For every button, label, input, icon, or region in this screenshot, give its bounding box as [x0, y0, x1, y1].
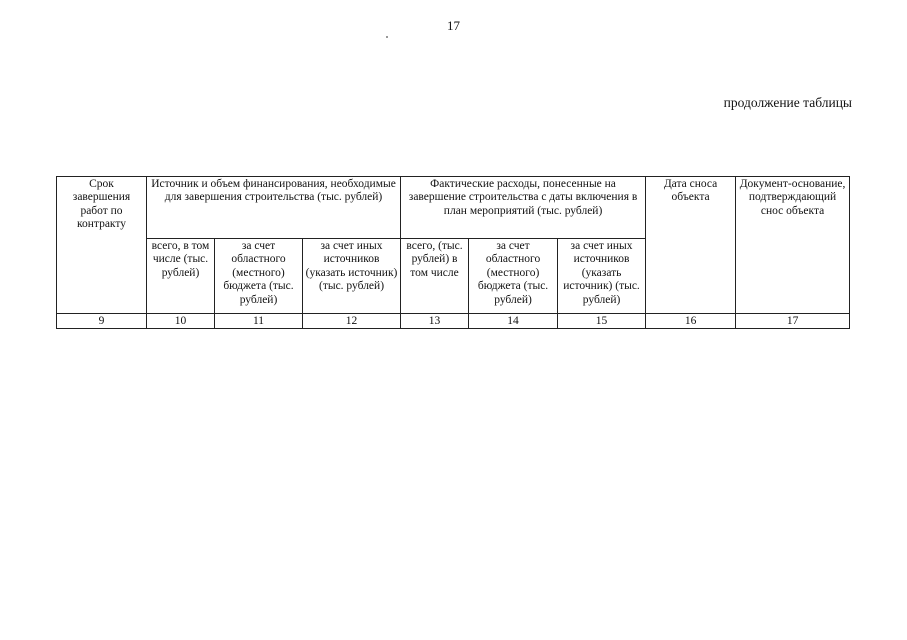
subheader-financing-regional: за счет областного (местного) бюджета (тыс. рублей) [215, 239, 303, 314]
header-document: Документ-основание, подтверждающий снос объекта [736, 177, 850, 314]
subheader-financing-total: всего, в том числе (тыс. рублей) [147, 239, 215, 314]
column-number-14: 14 [469, 314, 558, 329]
header-actual-expenses-group: Фактические расходы, понесенные на завершение строительства с даты включения в план мероприятий (тыс. рублей) [401, 177, 646, 239]
header-completion-term: Срок завершения работ по контракту [57, 177, 147, 314]
column-number-17: 17 [736, 314, 850, 329]
column-number-9: 9 [57, 314, 147, 329]
page-number: 17 [447, 18, 460, 33]
column-number-12: 12 [303, 314, 401, 329]
subheader-actual-other: за счет иных источников (указать источник) (тыс. рублей) [558, 239, 646, 314]
header-financing-group: Источник и объем финансирования, необходимые для завершения строительства (тыс. рублей) [147, 177, 401, 239]
continuation-label: продолжение таблицы [723, 95, 852, 110]
column-number-13: 13 [401, 314, 469, 329]
column-number-10: 10 [147, 314, 215, 329]
data-table [56, 176, 850, 329]
column-number-16: 16 [646, 314, 736, 329]
column-number-15: 15 [558, 314, 646, 329]
subheader-financing-other: за счет иных источников (указать источник) (тыс. рублей) [303, 239, 401, 314]
subheader-actual-total: всего, (тыс. рублей) в том числе [401, 239, 469, 314]
header-demolition-date: Дата сноса объекта [646, 177, 736, 314]
subheader-actual-regional: за счет областного (местного) бюджета (тыс. рублей) [469, 239, 558, 314]
column-number-11: 11 [215, 314, 303, 329]
scan-artifact [386, 36, 388, 38]
